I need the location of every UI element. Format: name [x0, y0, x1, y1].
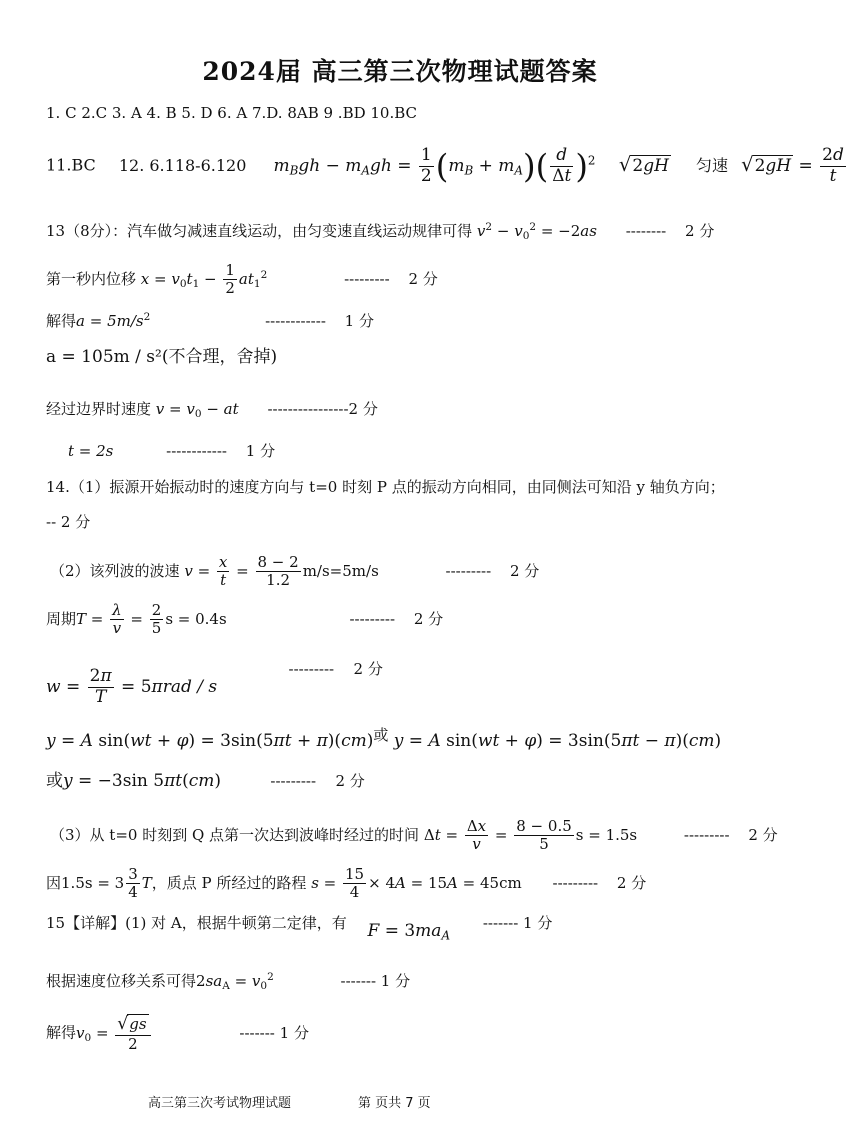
- q13-score-3: 1 分: [344, 311, 374, 330]
- q14-score-6: 2 分: [748, 825, 778, 844]
- q13-boundary-line: 经过边界时速度 $v = v_0$ − at ----------------2 分: [46, 400, 378, 421]
- q14-wave-speed-eq: v = $\frac{x}{t}$ = $\frac{8 - 2}{1.2}$: [184, 553, 299, 590]
- q14-path-eq: s = $\frac{15}{4}$ × 4A = 15A = 45cm: [311, 865, 522, 902]
- q13-velocity-eq: $v = v_0$ − at: [155, 400, 239, 421]
- q13-rejected-value: a = 105m / s²(不合理，舍掉): [46, 347, 278, 367]
- q15-intro-text: 15【详解】(1) 对 A，根据牛顿第二定律，有: [46, 914, 347, 932]
- q14-score-2: 2 分: [509, 561, 540, 580]
- q12-uniform-label: 匀速: [696, 155, 729, 175]
- q13-displacement-eq: $x = v_0t_1$ − $\frac{1}{2}$ $at_1^2$: [140, 261, 268, 298]
- q14-part2-line: （2）该列波的波速 v = $\frac{x}{t}$ = $\frac{8 - 2}{1.2}$ m/s=5m/s --------- 2 分: [50, 553, 540, 590]
- q14-period-relation: 1.5s = 3 $\frac{3}{4}$ T: [61, 865, 152, 902]
- q14-score-5: 2 分: [335, 772, 365, 790]
- q13-time-line: t = 2s ------------ 1 分: [68, 442, 276, 460]
- q13-solve-text: 解得: [46, 311, 77, 330]
- q13-time-value: t = 2s: [68, 442, 114, 460]
- q14-or-word: 或: [373, 726, 389, 744]
- q12-energy-equation: $m_Bgh - m_Agh$ = $\frac{1}{2}$ $(m_B + m_A)$( $\frac{d}{\Delta t}$ )$^2$: [273, 145, 596, 186]
- q15-solve-text: 解得: [46, 1023, 77, 1042]
- q14-omega-eq: w = $\frac{2\pi}{T}$ = 5πrad / s: [46, 666, 218, 707]
- q15-velocity-eq: $2sa_A = v_0^2$: [196, 971, 274, 992]
- q14-wave-speed-unit: m/s=5m/s: [302, 561, 379, 580]
- q14-path-line: 因1.5s = 3 $\frac{3}{4}$ T，质点 P 所经过的路程 s = $\frac{15}{4}$ × 4A = 15A = 45cm --------- 2 分: [46, 865, 647, 902]
- q12-answer: 12. 6.118-6.120: [118, 155, 247, 175]
- q15-score-1: ------- 1 分: [482, 914, 553, 932]
- q13-score-4: 2 分: [348, 400, 378, 418]
- q13-displacement-line: 第一秒内位移 $x = v_0t_1$ − $\frac{1}{2}$ $at_1^2$ --------- 2 分: [46, 261, 438, 298]
- q13-kinematics-eq: v: [476, 221, 486, 240]
- q15-solve-line: [46, 1014, 309, 1053]
- q14-score-4: 2 分: [353, 660, 383, 678]
- q13-intro-line: 13（8分）：汽车做匀减速直线运动，由匀变速直线运动规律可得 $v^2 - v_0^2 = -2as$ -------- 2 分: [46, 221, 715, 242]
- q12-uniform-equation: √2gH = $\frac{2d}{t}$: [741, 145, 844, 186]
- q15-velocity-line: [46, 966, 410, 997]
- q14-part1-text: 14.（1）振源开始振动时的速度方向与 t=0 时刻 P 点的振动方向相同，由同侧法可知沿 y 轴负方向；: [46, 478, 725, 496]
- q14-part1-score: -- 2 分: [46, 513, 91, 531]
- q15-score-3: ------- 1 分: [239, 1023, 309, 1042]
- q14-score-3: 2 分: [413, 609, 444, 628]
- q12-speed-expr: √2gH: [618, 152, 669, 176]
- q14-wave-eq-2: y = A sin(wt + φ) = 3sin(5πt − π)(cm): [393, 731, 722, 751]
- q15-intro-line: [46, 912, 552, 947]
- q14-omega-line: w = $\frac{2\pi}{T}$ = 5πrad / s --------- 2 分: [46, 660, 383, 707]
- q14-time-eq: Δt = $\frac{\Delta x}{v}$ = $\frac{8 - 0.5}{5}$ s = 1.5s: [423, 817, 638, 854]
- q13-boundary-text: 经过边界时速度: [46, 400, 152, 418]
- q14-wave-eq-3: 或y = −3sin 5πt(cm): [46, 771, 222, 791]
- q11-q12-line: [46, 146, 848, 186]
- q14-period-text: 周期: [46, 609, 77, 628]
- q13-intro-text: 13（8分）：汽车做匀减速直线运动，由匀变速直线运动规律可得: [46, 221, 473, 240]
- footer-page-number: 第 页共 7 页: [358, 1096, 431, 1111]
- q15-score-2: ------- 1 分: [340, 971, 411, 990]
- q14-wave-eq-alt-line: 或y = −3sin 5πt(cm) --------- 2 分: [46, 771, 365, 791]
- q13-score-2: 2 分: [408, 269, 438, 288]
- q14-because-text: 因: [46, 873, 62, 892]
- q14-period-line: 周期T = $\frac{\lambda}{v}$ = $\frac{2}{5}$ s = 0.4s --------- 2 分: [46, 601, 444, 638]
- q14-part3-text: （3）从 t=0 时刻到 Q 点第一次达到波峰时经过的时间: [50, 825, 420, 844]
- q13-first-second-text: 第一秒内位移: [46, 269, 137, 288]
- q14-wave-equation-line: [46, 724, 721, 752]
- q14-part2-text: （2）该列波的波速: [50, 561, 180, 580]
- choice-answers: 1. C 2.C 3. A 4. B 5. D 6. A 7.D. 8AB 9 .BD 10.BC: [46, 104, 418, 122]
- q14-score-7: 2 分: [616, 873, 647, 892]
- q11-answer: 11.BC: [46, 155, 96, 175]
- q15-v0-eq: $v_0$ = $\frac{√gs}{2}$: [76, 1024, 153, 1042]
- q15-velocity-text: 根据速度位移关系可得: [46, 971, 197, 990]
- q13-a-value: a = 5m/s: [76, 311, 144, 330]
- q14-wave-eq-1: y = A sin(wt + φ) = 3sin(5πt + π)(cm): [46, 731, 374, 751]
- q13-score-1: 2 分: [685, 221, 715, 240]
- q14-path-text: ，质点 P 所经过的路程: [151, 873, 307, 892]
- q13-solve-line: 解得$a = 5m/s^2$ ------------ 1 分: [46, 311, 374, 330]
- q14-part3-line: （3）从 t=0 时刻到 Q 点第一次达到波峰时经过的时间 Δt = $\frac{\Delta x}{v}$ = $\frac{8 - 0.5}{5}$ s = 1.5s --------- 2 分: [50, 817, 778, 854]
- q15-newton-eq: $F = 3ma_A$: [367, 921, 451, 943]
- q14-period-eq: T = $\frac{\lambda}{v}$ = $\frac{2}{5}$ s = 0.4s: [76, 601, 227, 638]
- footer-exam-name: 高三第三次考试物理试题: [148, 1096, 292, 1111]
- q13-score-5: 1 分: [245, 442, 276, 460]
- page-title: 2024届 高三第三次物理试题答案: [202, 57, 598, 86]
